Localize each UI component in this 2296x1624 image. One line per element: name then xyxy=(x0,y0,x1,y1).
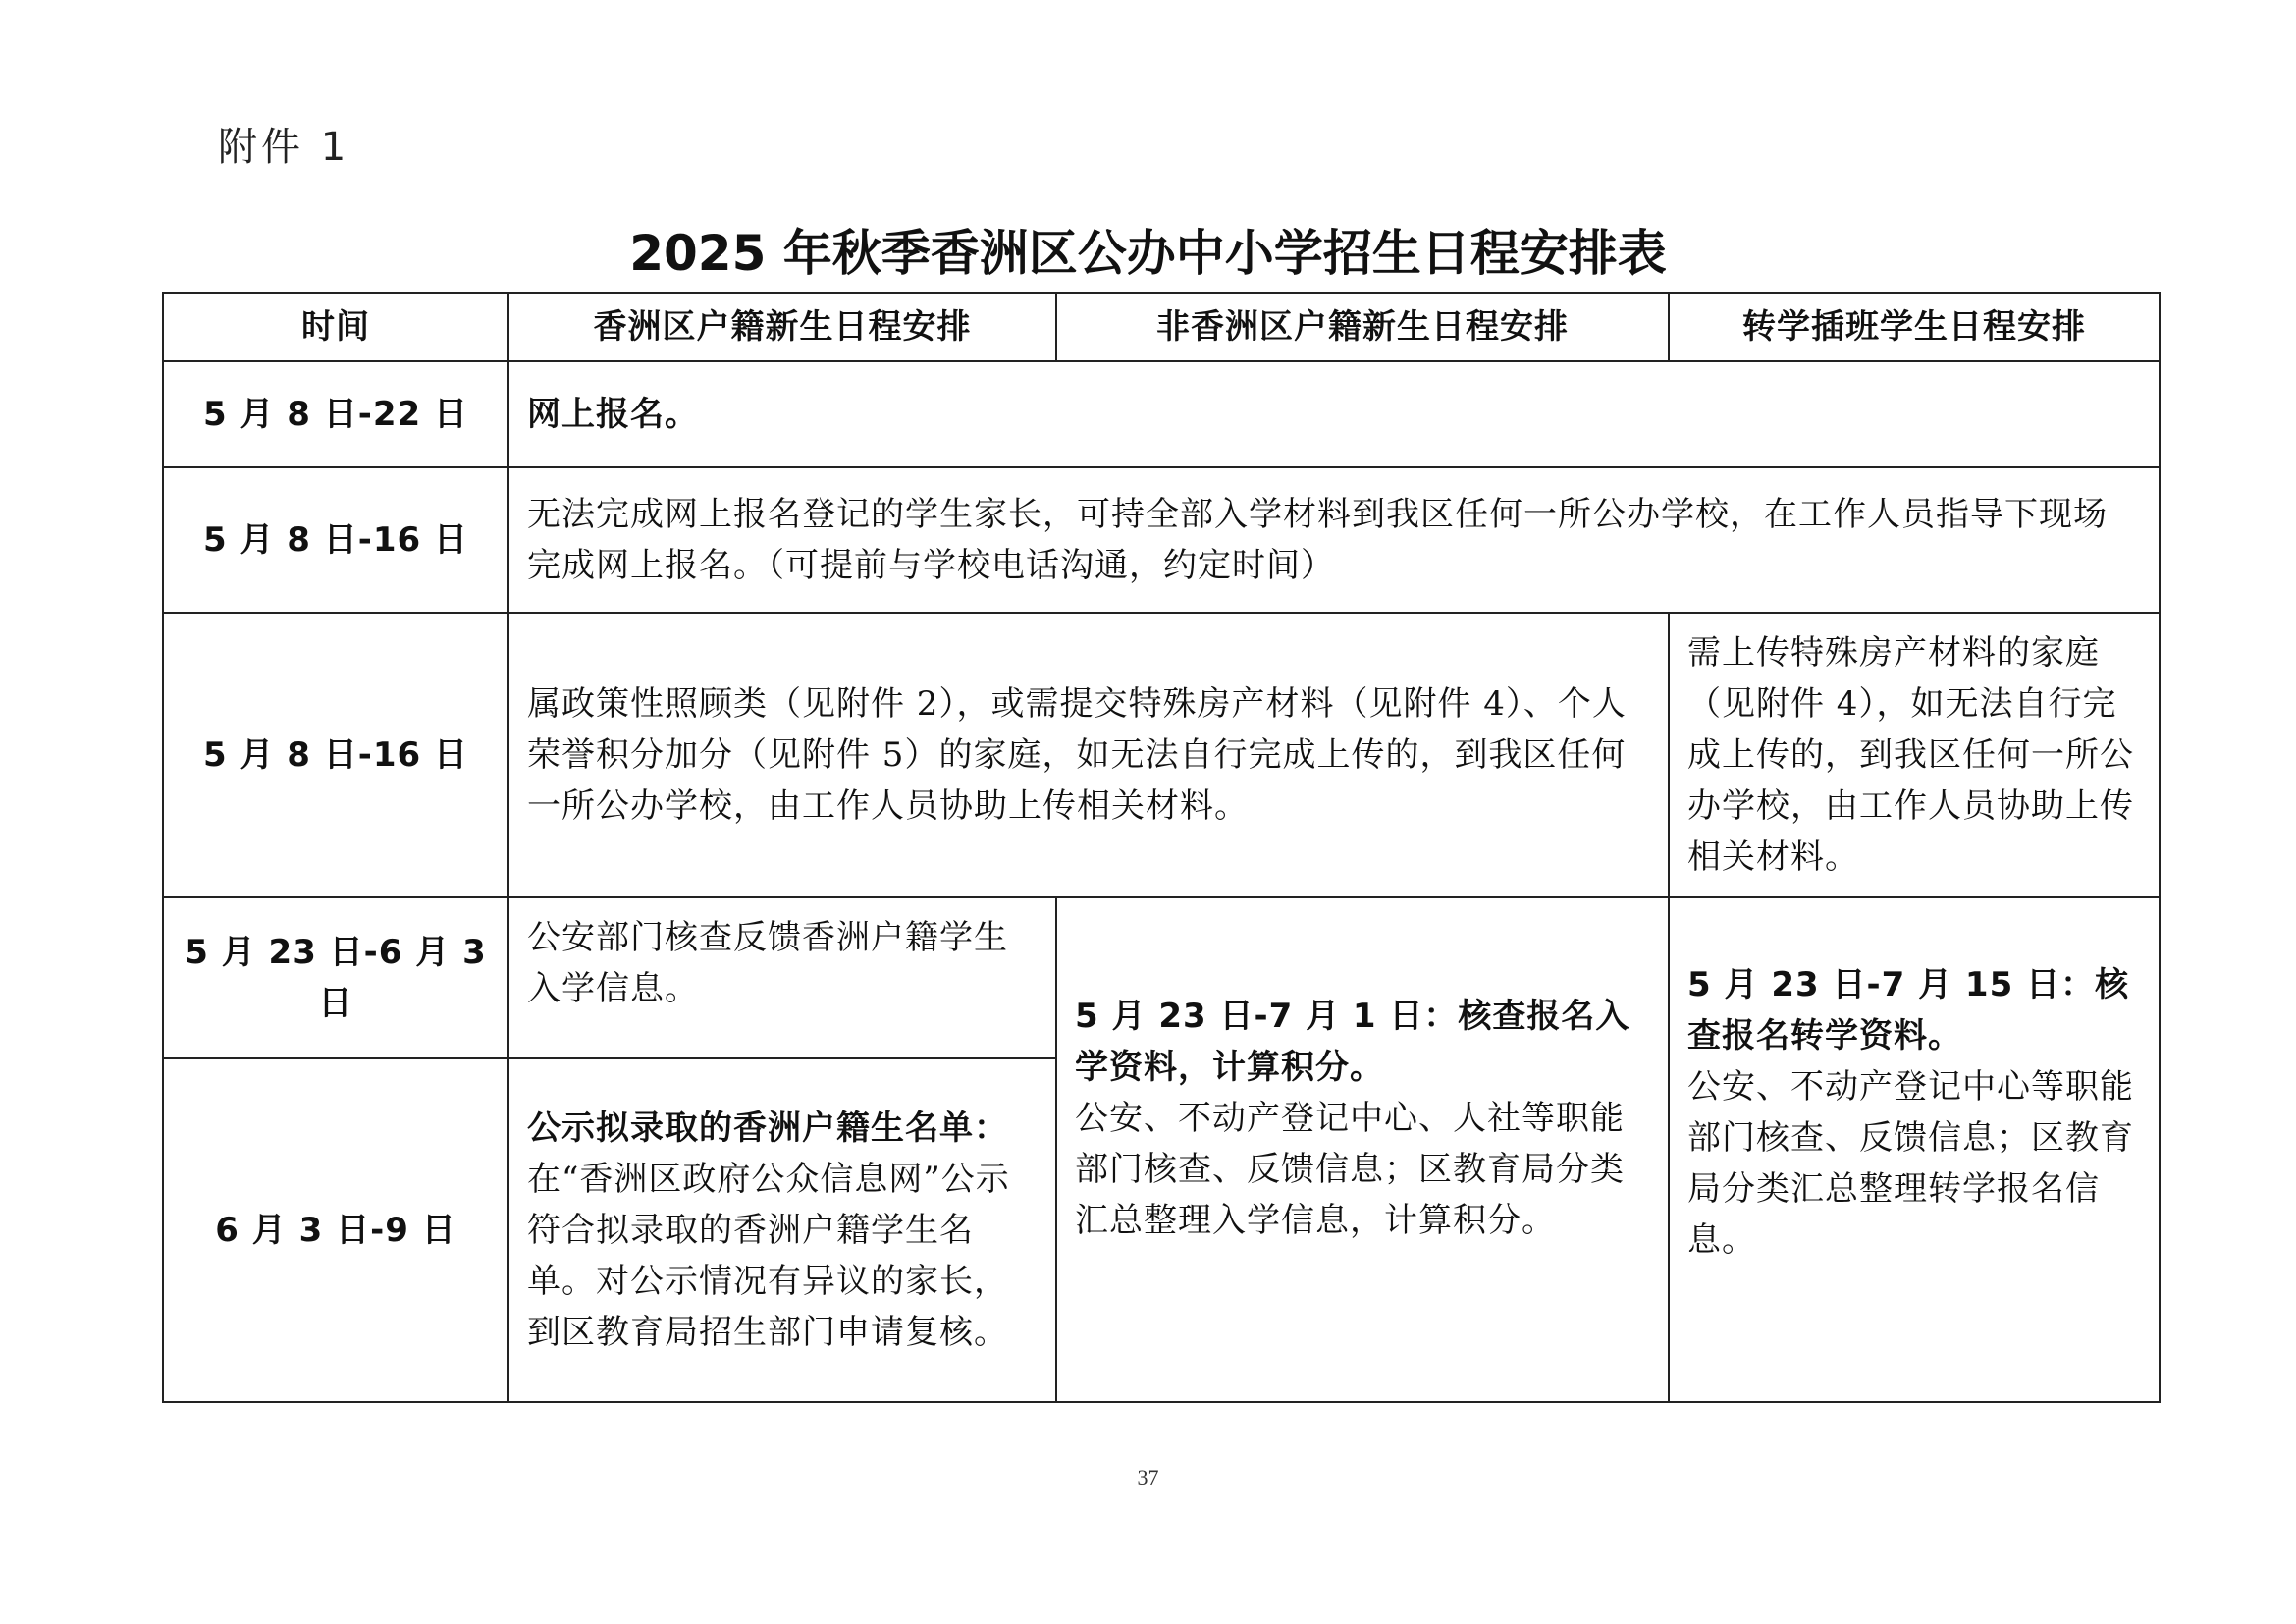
date-cell: 6 月 3 日-9 日 xyxy=(163,1058,508,1402)
publicity-text: 在“香洲区政府公众信息网”公示符合拟录取的香洲户籍学生名单。对公示情况有异议的家长，到区教育局招生部门申请复核。 xyxy=(527,1160,1010,1352)
transfer-check-cell xyxy=(1669,897,2160,1402)
page-number: 37 xyxy=(1137,1465,1159,1489)
attachment-label: 附件 1 xyxy=(218,125,350,170)
schedule-table xyxy=(162,292,2161,1403)
online-registration-cell: 网上报名。 xyxy=(508,361,2160,467)
table-row xyxy=(163,897,2160,1058)
table-header-row xyxy=(163,293,2160,361)
table-row xyxy=(163,613,2160,897)
material-upload-cell: 属政策性照顾类（见附件 2），或需提交特殊房产材料（见附件 4）、个人荣誉积分加分（见附件 5）的家庭，如无法自行完成上传的，到我区任何一所公办学校，由工作人员协助上传相关材料。 xyxy=(508,613,1669,897)
header-local: 香洲区户籍新生日程安排 xyxy=(508,293,1056,361)
date-cell: 5 月 23 日-6 月 3 日 xyxy=(163,897,508,1058)
header-time: 时间 xyxy=(163,293,508,361)
page-title: 2025 年秋季香洲区公办中小学招生日程安排表 xyxy=(629,225,1667,282)
transfer-check-heading: 5 月 23 日-7 月 15 日：核查报名转学资料。 xyxy=(1687,965,2130,1056)
table-row xyxy=(163,467,2160,613)
publicity-heading: 公示拟录取的香洲户籍生名单： xyxy=(527,1109,1008,1148)
police-check-cell: 公安部门核查反馈香洲户籍学生入学信息。 xyxy=(508,897,1056,1058)
nonlocal-check-text: 公安、不动产登记中心、人社等职能部门核查、反馈信息；区教育局分类汇总整理入学信息，计算积分。 xyxy=(1075,1099,1625,1240)
header-transfer: 转学插班学生日程安排 xyxy=(1669,293,2160,361)
publicity-cell xyxy=(508,1058,1056,1402)
onsite-registration-cell: 无法完成网上报名登记的学生家长，可持全部入学材料到我区任何一所公办学校，在工作人员指导下现场完成网上报名。（可提前与学校电话沟通，约定时间） xyxy=(508,467,2160,613)
transfer-upload-cell: 需上传特殊房产材料的家庭（见附件 4），如无法自行完成上传的，到我区任何一所公办学校，由工作人员协助上传相关材料。 xyxy=(1669,613,2160,897)
date-cell: 5 月 8 日-22 日 xyxy=(163,361,508,467)
date-cell: 5 月 8 日-16 日 xyxy=(163,613,508,897)
table-row xyxy=(163,361,2160,467)
date-cell: 5 月 8 日-16 日 xyxy=(163,467,508,613)
nonlocal-check-heading: 5 月 23 日-7 月 1 日：核查报名入学资料，计算积分。 xyxy=(1075,997,1630,1087)
nonlocal-check-cell xyxy=(1056,897,1669,1402)
header-nonlocal: 非香洲区户籍新生日程安排 xyxy=(1056,293,1669,361)
transfer-check-text: 公安、不动产登记中心等职能部门核查、反馈信息；区教育局分类汇总整理转学报名信息。 xyxy=(1687,1067,2134,1260)
